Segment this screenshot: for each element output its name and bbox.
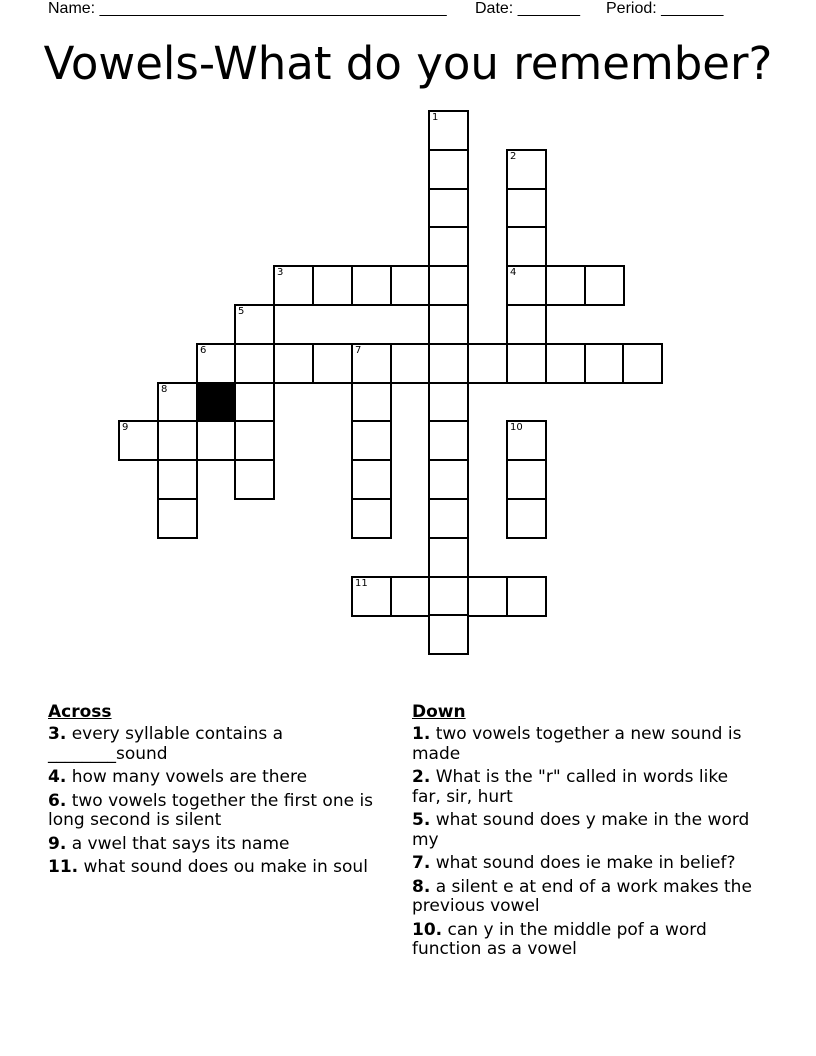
grid-cell[interactable]	[506, 265, 547, 306]
grid-cell[interactable]	[273, 343, 314, 384]
across-clues	[48, 702, 393, 882]
clue-text: a silent e at end of a work makes the previous vowel	[412, 876, 752, 916]
grid-cell[interactable]	[506, 304, 547, 345]
clue-number: 5	[238, 306, 245, 317]
across-clue	[48, 835, 393, 855]
grid-cell[interactable]	[545, 343, 586, 384]
grid-cell[interactable]	[506, 459, 547, 500]
grid-cell[interactable]	[428, 537, 469, 578]
clue-num: 6.	[48, 790, 67, 811]
clue-text: what sound does ie make in belief?	[435, 853, 736, 873]
down-clue	[412, 725, 757, 764]
grid-cell[interactable]	[428, 110, 469, 151]
clue-text: what sound does ou make in soul	[83, 857, 368, 877]
clue-number: 2	[510, 151, 517, 162]
across-clue	[48, 792, 393, 831]
grid-cell[interactable]	[584, 265, 625, 306]
clue-number: 10	[510, 422, 523, 433]
grid-cell[interactable]	[428, 188, 469, 229]
clue-num: 4.	[48, 767, 67, 787]
grid-cell[interactable]	[506, 226, 547, 267]
grid-cell[interactable]	[196, 420, 237, 461]
clue-text: every syllable contains a ________sound	[48, 724, 284, 764]
grid-cell[interactable]	[584, 343, 625, 384]
clue-text: two vowels together the first one is long second is silent	[48, 790, 374, 830]
grid-cell[interactable]	[351, 382, 392, 423]
date-field-label: Date: _______	[475, 0, 580, 17]
clue-num: 9.	[48, 833, 67, 854]
clue-num: 10.	[412, 919, 443, 940]
grid-cell[interactable]	[312, 343, 353, 384]
grid-cell[interactable]	[428, 420, 469, 461]
down-clue	[412, 811, 757, 850]
clue-text: What is the "r" called in words like far, sir, hurt	[412, 767, 729, 807]
grid-cell[interactable]	[157, 420, 198, 461]
down-clue	[412, 921, 757, 960]
grid-cell[interactable]	[506, 188, 547, 229]
grid-cell[interactable]	[157, 382, 198, 423]
down-clue	[412, 878, 757, 917]
across-clue	[48, 768, 393, 788]
grid-cell[interactable]	[506, 576, 547, 617]
grid-cell[interactable]	[234, 382, 275, 423]
down-clue	[412, 768, 757, 807]
name-field-label: Name: _______________________________________	[48, 0, 447, 17]
across-clue-list	[48, 725, 393, 878]
down-clue	[412, 854, 757, 874]
clue-num: 3.	[48, 724, 67, 744]
grid-cell[interactable]	[428, 459, 469, 500]
down-clue-list	[412, 725, 757, 960]
down-heading: Down	[412, 702, 466, 722]
grid-cell[interactable]	[234, 304, 275, 345]
clue-num: 2.	[412, 767, 431, 787]
clue-number: 1	[432, 112, 439, 123]
grid-cell[interactable]	[467, 343, 508, 384]
clue-number: 3	[277, 267, 284, 278]
grid-cell[interactable]	[428, 226, 469, 267]
grid-cell[interactable]	[312, 265, 353, 306]
grid-cell[interactable]	[428, 265, 469, 306]
across-heading: Across	[48, 702, 112, 722]
clue-num: 11.	[48, 857, 79, 877]
grid-cell[interactable]	[428, 382, 469, 423]
clue-number: 9	[122, 422, 129, 433]
period-field-label: Period: _______	[606, 0, 724, 17]
across-clue	[48, 858, 393, 878]
grid-cell[interactable]	[390, 343, 431, 384]
grid-cell[interactable]	[390, 265, 431, 306]
down-clues	[412, 702, 757, 964]
clue-number: 6	[200, 345, 207, 356]
clue-text: how many vowels are there	[71, 767, 308, 787]
clue-num: 7.	[412, 853, 431, 873]
grid-cell[interactable]	[351, 420, 392, 461]
clue-text: what sound does y make in the word my	[412, 810, 750, 850]
grid-cell[interactable]	[506, 149, 547, 190]
grid-cell[interactable]	[234, 459, 275, 500]
grid-cell[interactable]	[351, 576, 392, 617]
grid-cell[interactable]	[545, 265, 586, 306]
grid-cell[interactable]	[273, 265, 314, 306]
grid-cell[interactable]	[157, 459, 198, 500]
grid-cell[interactable]	[506, 343, 547, 384]
grid-cell[interactable]	[622, 343, 663, 384]
clue-number: 4	[510, 267, 517, 278]
grid-cell[interactable]	[428, 343, 469, 384]
grid-cell[interactable]	[428, 614, 469, 655]
clue-text: two vowels together a new sound is made	[412, 724, 742, 764]
clue-num: 8.	[412, 876, 431, 897]
black-square	[196, 382, 237, 423]
grid-cell[interactable]	[118, 420, 159, 461]
grid-cell[interactable]	[390, 576, 431, 617]
clue-number: 8	[161, 384, 168, 395]
grid-cell[interactable]	[506, 420, 547, 461]
clue-number: 7	[355, 345, 362, 356]
grid-cell[interactable]	[351, 265, 392, 306]
grid-cell[interactable]	[351, 343, 392, 384]
clue-number: 11	[355, 578, 368, 589]
page-title: Vowels-What do you remember?	[43, 37, 773, 90]
clue-text: a vwel that says its name	[71, 833, 290, 854]
across-clue	[48, 725, 393, 764]
grid-cell[interactable]	[234, 420, 275, 461]
grid-cell[interactable]	[351, 459, 392, 500]
grid-cell[interactable]	[157, 498, 198, 539]
grid-cell[interactable]	[467, 576, 508, 617]
grid-cell[interactable]	[234, 343, 275, 384]
grid-cell[interactable]	[428, 498, 469, 539]
grid-cell[interactable]	[428, 576, 469, 617]
grid-cell[interactable]	[428, 149, 469, 190]
grid-cell[interactable]	[351, 498, 392, 539]
clue-text: can y in the middle pof a word function as a vowel	[412, 919, 707, 959]
grid-cell[interactable]	[506, 498, 547, 539]
clue-num: 5.	[412, 810, 431, 830]
clue-num: 1.	[412, 724, 431, 744]
grid-cell[interactable]	[196, 343, 237, 384]
grid-cell[interactable]	[428, 304, 469, 345]
